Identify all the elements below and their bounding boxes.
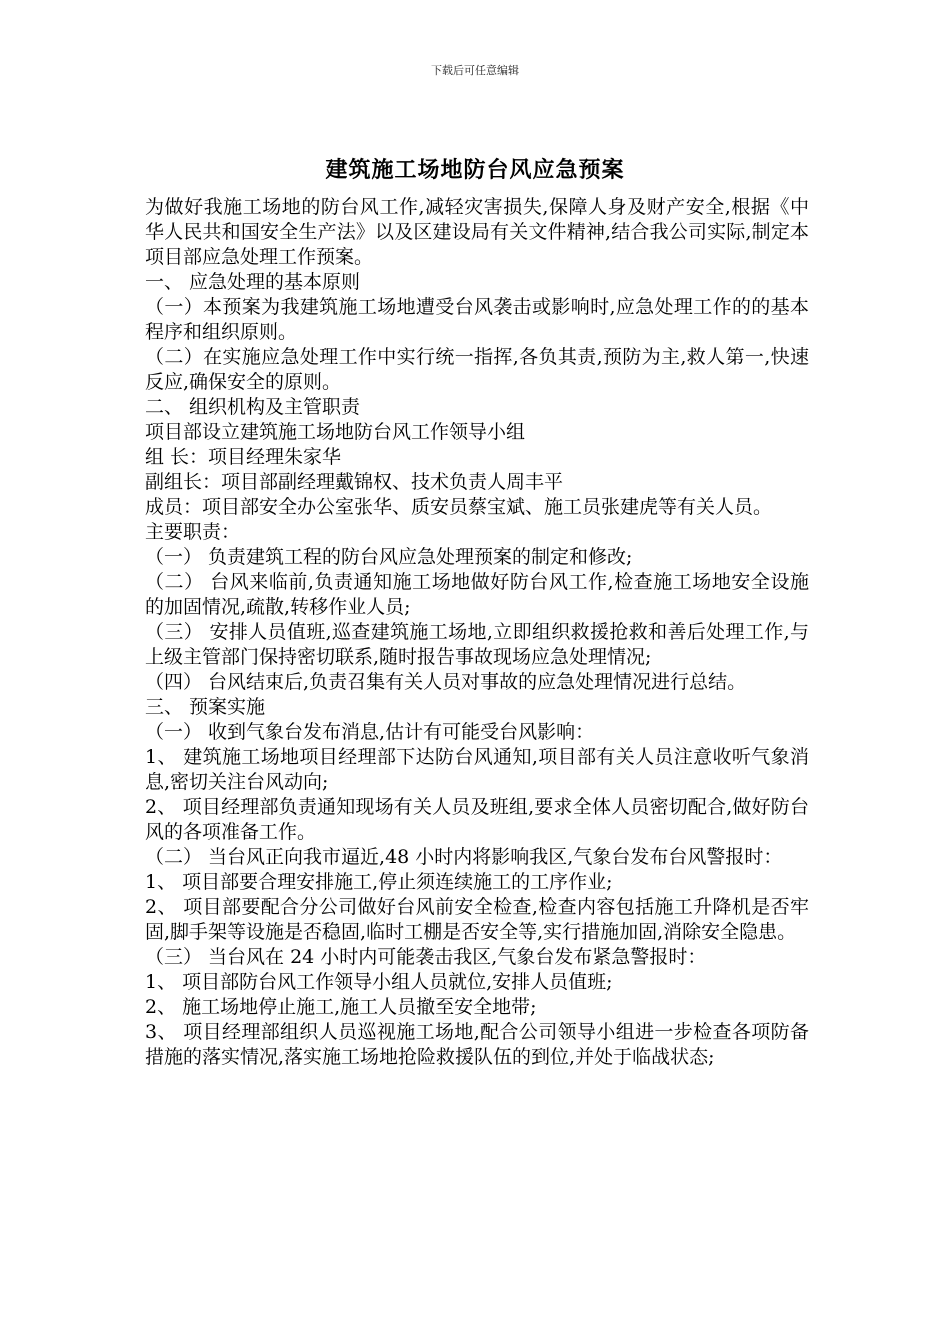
list-item: （二） 当台风正向我市逼近,48 小时内将影响我区,气象台发布台风警报时： [145,846,783,868]
section-heading-1: 一、 应急处理的基本原则 [145,271,361,293]
list-item: （二） 台风来临前,负责通知施工场地做好防台风工作,检查施工场地安全设施的加固情况,疏散,转移作业人员; [145,571,809,618]
section-heading-3: 三、 预案实施 [145,696,266,718]
list-item: 1、 项目部要合理安排施工,停止须连续施工的工序作业; [145,871,613,893]
paragraph: 主要职责： [145,521,241,543]
list-item: （一） 负责建筑工程的防台风应急处理预案的制定和修改; [145,546,633,568]
list-item: 1、 建筑施工场地项目经理部下达防台风通知,项目部有关人员注意收听气象消息,密切关注台风动向; [145,746,809,793]
paragraph-intro: 为做好我施工场地的防台风工作,减轻灾害损失,保障人身及财产安全,根据《中华人民共和国安全生产法》以及区建设局有关文件精神,结合我公司实际,制定本项目部应急处理工作预案。 [145,196,809,268]
paragraph: （一）本预案为我建筑施工场地遭受台风袭击或影响时,应急处理工作的的基本程序和组织原则。 [145,296,809,343]
list-item: 3、 项目经理部组织人员巡视施工场地,配合公司领导小组进一步检查各项防备措施的落实情况,落实施工场地抢险救援队伍的到位,并处于临战状态; [145,1021,809,1068]
section-heading-2: 二、 组织机构及主管职责 [145,396,361,418]
paragraph: 成员：项目部安全办公室张华、质安员蔡宝斌、施工员张建虎等有关人员。 [145,496,773,518]
page-header-note: 下载后可任意编辑 [431,64,519,77]
document-body [145,195,809,1070]
list-item: （三） 当台风在 24 小时内可能袭击我区,气象台发布紧急警报时： [145,946,707,968]
list-item: 1、 项目部防台风工作领导小组人员就位,安排人员值班; [145,971,613,993]
list-item: 2、 施工场地停止施工,施工人员撤至安全地带; [145,996,537,1018]
paragraph: （二）在实施应急处理工作中实行统一指挥,各负其责,预防为主,救人第一,快速反应,确保安全的原则。 [145,346,809,393]
list-item: 2、 项目部要配合分公司做好台风前安全检查,检查内容包括施工升降机是否牢固,脚手架等设施是否稳固,临时工棚是否安全等,实行措施加固,消除安全隐患。 [145,896,809,943]
paragraph: 副组长：项目部副经理戴锦权、技术负责人周丰平 [145,471,564,493]
list-item: 2、 项目经理部负责通知现场有关人员及班组,要求全体人员密切配合,做好防台风的各项准备工作。 [145,796,809,843]
document-title: 建筑施工场地防台风应急预案 [325,157,625,183]
paragraph: 组 长：项目经理朱家华 [145,446,342,468]
paragraph: 项目部设立建筑施工场地防台风工作领导小组 [145,421,526,443]
list-item: （一） 收到气象台发布消息,估计有可能受台风影响： [145,721,595,743]
list-item: （三） 安排人员值班,巡查建筑施工场地,立即组织救援抢救和善后处理工作,与上级主管部门保持密切联系,随时报告事故现场应急处理情况; [145,621,809,668]
list-item: （四） 台风结束后,负责召集有关人员对事故的应急处理情况进行总结。 [145,671,747,693]
